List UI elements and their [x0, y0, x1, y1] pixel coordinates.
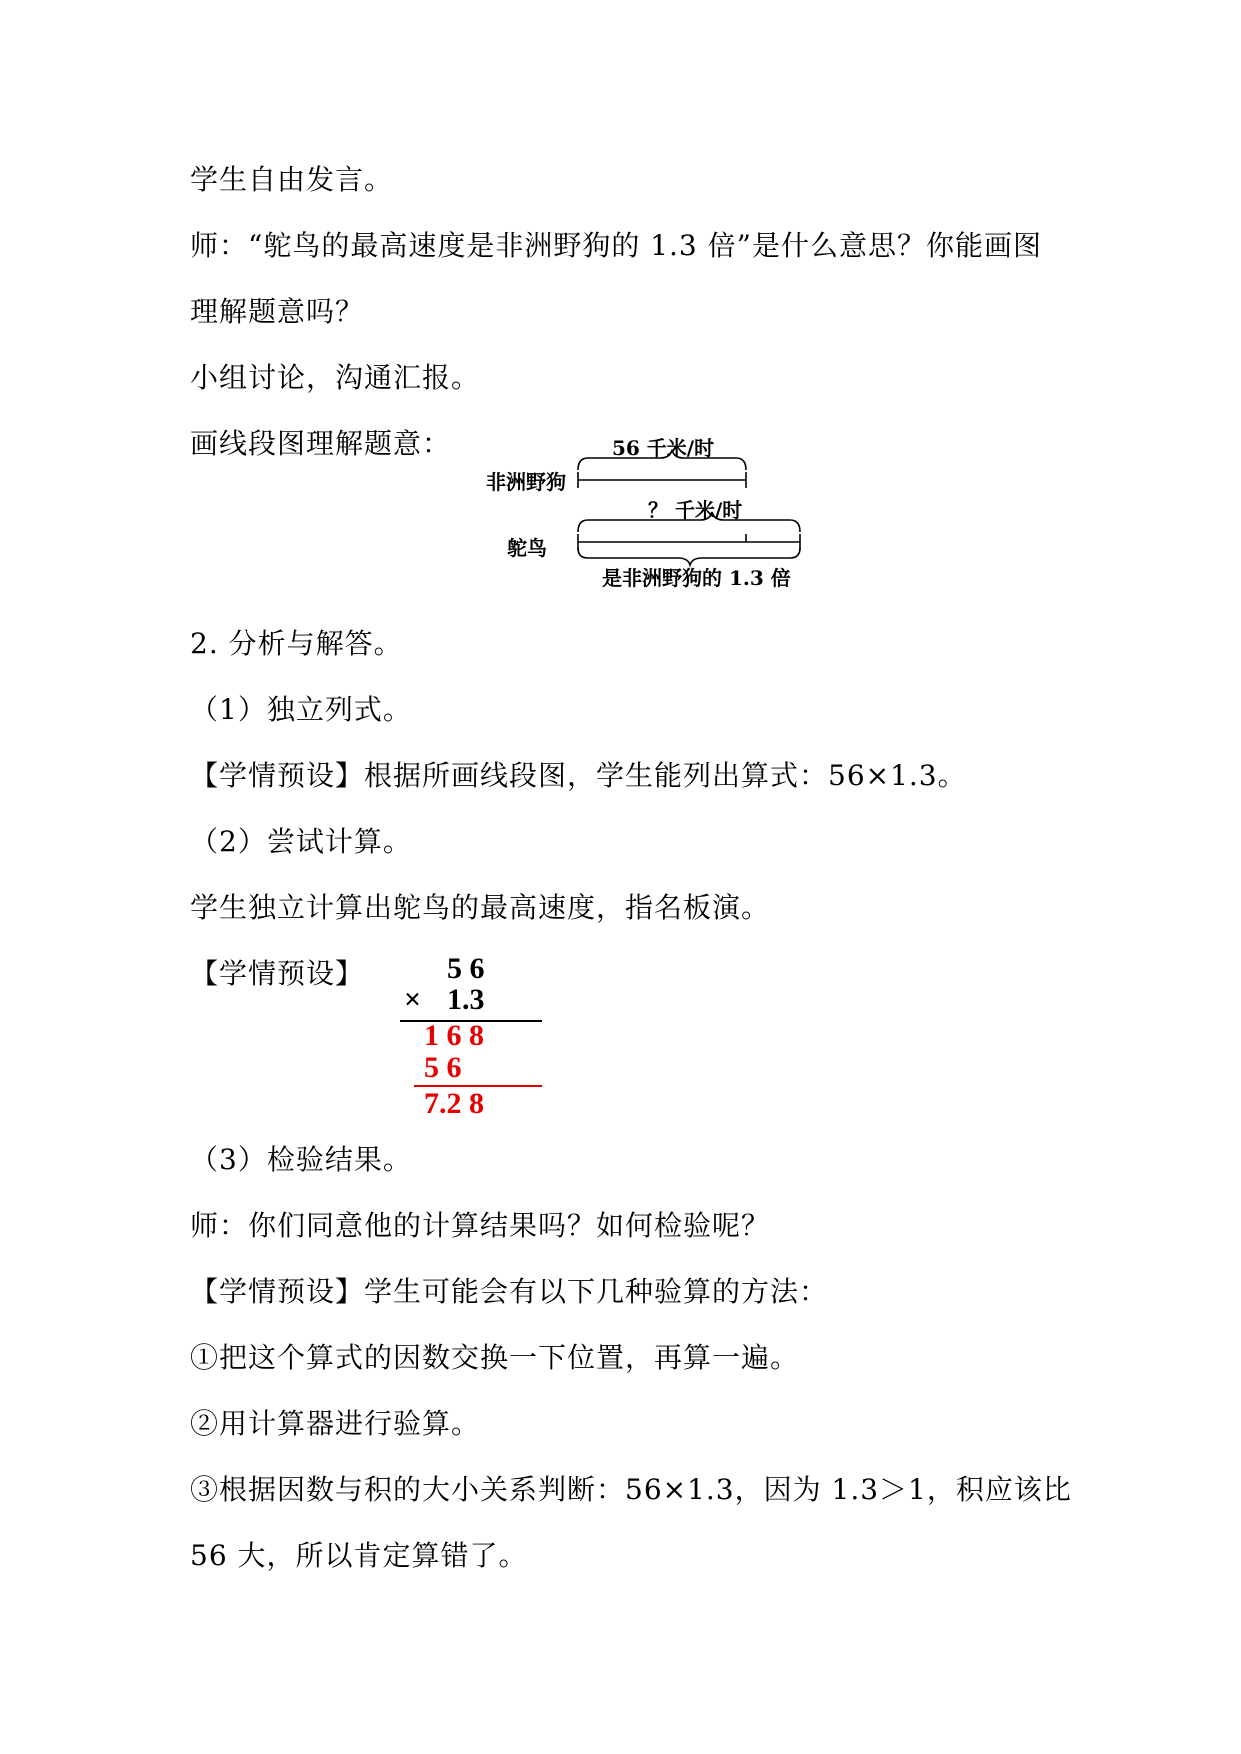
method-size-relation-cont: 56 大，所以肯定算错了。 — [190, 1539, 528, 1572]
method-size-relation: ③根据因数与积的大小关系判断：56×1.3，因为 1.3＞1，积应该比 — [190, 1473, 1072, 1506]
step-try-calculate: （2）尝试计算。 — [190, 825, 412, 858]
paragraph-teacher-question: 师：“鸵鸟的最高速度是非洲野狗的 1.3 倍”是什么意思？你能画图 — [190, 229, 1042, 262]
dog-label: 非洲野狗 — [486, 470, 566, 494]
method-swap-factors: ①把这个算式的因数交换一下位置，再算一遍。 — [190, 1341, 800, 1374]
step-independent-formula: （1）独立列式。 — [190, 693, 412, 726]
partial-product-2: 5 6 — [424, 1051, 462, 1084]
paragraph-teacher-question-cont: 理解题意吗？ — [190, 295, 365, 328]
dog-speed-label: 56 千米/时 — [612, 436, 715, 460]
paragraph-student-calc: 学生独立计算出鸵鸟的最高速度，指名板演。 — [190, 891, 771, 924]
multiplier: 1.3 — [447, 983, 485, 1016]
paragraph-teacher-check: 师：你们同意他的计算结果吗？如何检验呢？ — [190, 1209, 771, 1242]
section-analysis-heading: 2. 分析与解答。 — [190, 627, 403, 660]
step-check-result: （3）检验结果。 — [190, 1143, 412, 1176]
paragraph-expected-methods: 【学情预设】学生可能会有以下几种验算的方法： — [190, 1275, 829, 1308]
multiplicand: 5 6 — [447, 952, 485, 985]
paragraph-free-speech: 学生自由发言。 — [190, 163, 394, 196]
paragraph-expected-formula: 【学情预设】根据所画线段图，学生能列出算式：56×1.3。 — [190, 759, 967, 792]
paragraph-draw-diagram: 画线段图理解题意： — [190, 427, 452, 460]
paragraph-expected-label: 【学情预设】 — [190, 957, 365, 990]
final-product: 7.2 8 — [424, 1087, 484, 1120]
partial-product-1: 1 6 8 — [424, 1019, 484, 1052]
multiply-sign: × — [404, 983, 422, 1016]
ostrich-speed-label: ？ 千米/时 — [648, 498, 743, 522]
ostrich-label: 鸵鸟 — [507, 536, 547, 560]
ostrich-relation-label: 是非洲野狗的 1.3 倍 — [602, 566, 791, 590]
paragraph-group-discussion: 小组讨论，沟通汇报。 — [190, 361, 481, 394]
method-calculator: ②用计算器进行验算。 — [190, 1407, 481, 1440]
